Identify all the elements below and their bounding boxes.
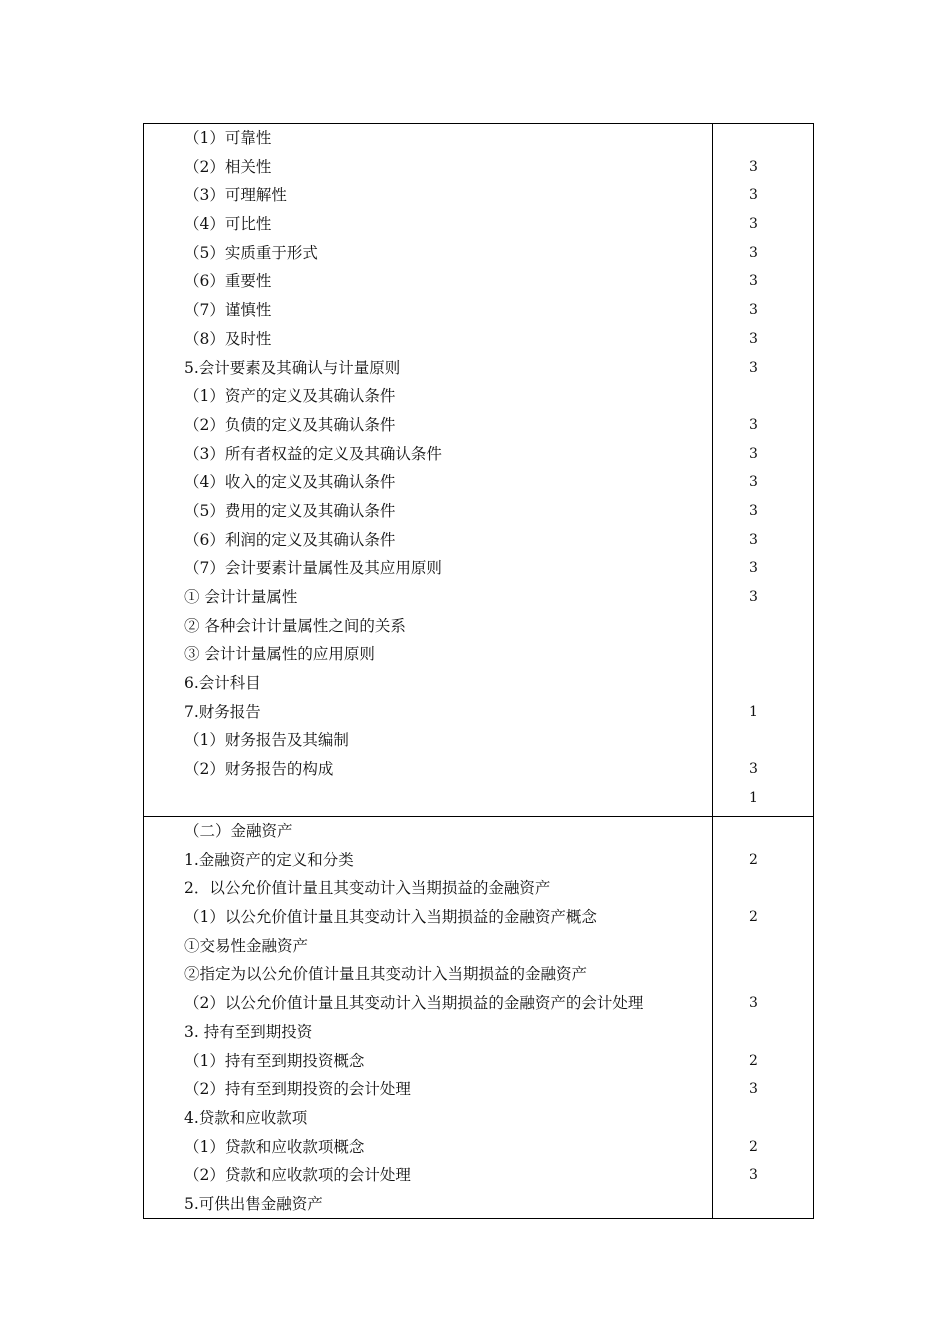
topic-item: （2）以公允价值计量且其变动计入当期损益的金融资产的会计处理 (184, 994, 644, 1013)
topic-item: （1）贷款和应收款项概念 (184, 1137, 365, 1156)
syllabus-table (143, 123, 814, 1219)
topic-item: （3）所有者权益的定义及其确认条件 (184, 444, 442, 463)
level-value: 2 (749, 1138, 758, 1155)
topic-item: 1.金融资产的定义和分类 (184, 850, 354, 869)
topic-item: ② 各种会计计量属性之间的关系 (184, 616, 406, 635)
level-value: 3 (749, 158, 758, 175)
level-value: 3 (749, 244, 758, 261)
level-value: 3 (749, 761, 758, 778)
level-value (713, 960, 814, 989)
topic-item: ①交易性金融资产 (184, 936, 309, 955)
topic-item: （3）可理解性 (184, 186, 287, 205)
level-value: 3 (749, 589, 758, 605)
level-value: 2 (749, 909, 758, 926)
level-value (713, 817, 814, 846)
topic-item: （5）费用的定义及其确认条件 (184, 501, 396, 520)
level-value: 1 (749, 789, 758, 806)
level-value (713, 382, 814, 411)
level-value: 3 (749, 445, 758, 462)
level-value (713, 1018, 814, 1047)
level-value: 3 (749, 531, 758, 548)
level-value (713, 726, 814, 755)
topic-item: （二）金融资产 (184, 822, 293, 840)
topic-item: 5.可供出售金融资产 (184, 1194, 323, 1213)
topic-item: （4）收入的定义及其确认条件 (184, 473, 396, 492)
topic-column (184, 817, 704, 1219)
topic-item: 3. 持有至到期投资 (184, 1022, 313, 1041)
topic-item: （1）资产的定义及其确认条件 (184, 387, 396, 406)
level-value (713, 874, 814, 903)
topic-item: （1）可靠性 (184, 129, 272, 147)
table-block-financial-assets (143, 816, 814, 1219)
level-value: 3 (749, 359, 758, 376)
topic-item: （5）实质重于形式 (184, 243, 318, 262)
topic-item: （2）财务报告的构成 (184, 760, 334, 779)
level-value: 3 (749, 1081, 758, 1098)
table-block-accounting-basics (143, 123, 814, 816)
level-value: 3 (749, 1167, 758, 1184)
level-value: 3 (749, 416, 758, 433)
topic-item: （2）贷款和应收款项的会计处理 (184, 1166, 411, 1185)
topic-item: 7.财务报告 (184, 702, 261, 721)
topic-item: ②指定为以公允价值计量且其变动计入当期损益的金融资产 (184, 965, 588, 984)
topic-item: 6.会计科目 (184, 674, 261, 693)
topic-item: （7）会计要素计量属性及其应用原则 (184, 559, 442, 578)
topic-item: ③ 会计计量属性的应用原则 (184, 645, 375, 664)
topic-item: （1）财务报告及其编制 (184, 731, 349, 750)
level-value: 3 (749, 330, 758, 347)
level-value (713, 669, 814, 698)
topic-item: ① 会计计量属性 (184, 588, 298, 606)
topic-item: （1）以公允价值计量且其变动计入当期损益的金融资产概念 (184, 908, 597, 927)
level-column (713, 817, 814, 1219)
topic-column (184, 124, 704, 784)
level-value: 3 (749, 273, 758, 290)
topic-item: （2）负债的定义及其确认条件 (184, 415, 396, 434)
topic-item: （6）重要性 (184, 272, 272, 291)
level-value (713, 932, 814, 961)
level-value: 3 (749, 302, 758, 319)
topic-item: （1）持有至到期投资概念 (184, 1051, 365, 1070)
topic-item: （6）利润的定义及其确认条件 (184, 530, 396, 549)
level-value: 2 (749, 851, 758, 868)
level-value (713, 124, 814, 153)
topic-item: （2）持有至到期投资的会计处理 (184, 1080, 411, 1099)
level-value (713, 640, 814, 669)
level-value (713, 1104, 814, 1133)
level-value: 3 (749, 187, 758, 204)
level-value: 3 (749, 502, 758, 519)
topic-item: （4）可比性 (184, 215, 272, 234)
level-value (713, 1190, 814, 1219)
level-value (713, 612, 814, 641)
topic-item: （2）相关性 (184, 157, 272, 176)
topic-item: 5.会计要素及其确认与计量原则 (184, 358, 401, 377)
level-value: 3 (749, 474, 758, 491)
topic-item: 4.贷款和应收款项 (184, 1108, 308, 1127)
topic-item: 2．以公允价值计量且其变动计入当期损益的金融资产 (184, 879, 551, 898)
level-value: 3 (749, 560, 758, 577)
level-value: 1 (749, 703, 758, 720)
level-value: 3 (749, 216, 758, 233)
level-column (713, 124, 814, 813)
level-value: 3 (749, 995, 758, 1012)
level-value: 2 (749, 1052, 758, 1069)
topic-item: （8）及时性 (184, 329, 272, 348)
topic-item: （7）谨慎性 (184, 301, 272, 320)
